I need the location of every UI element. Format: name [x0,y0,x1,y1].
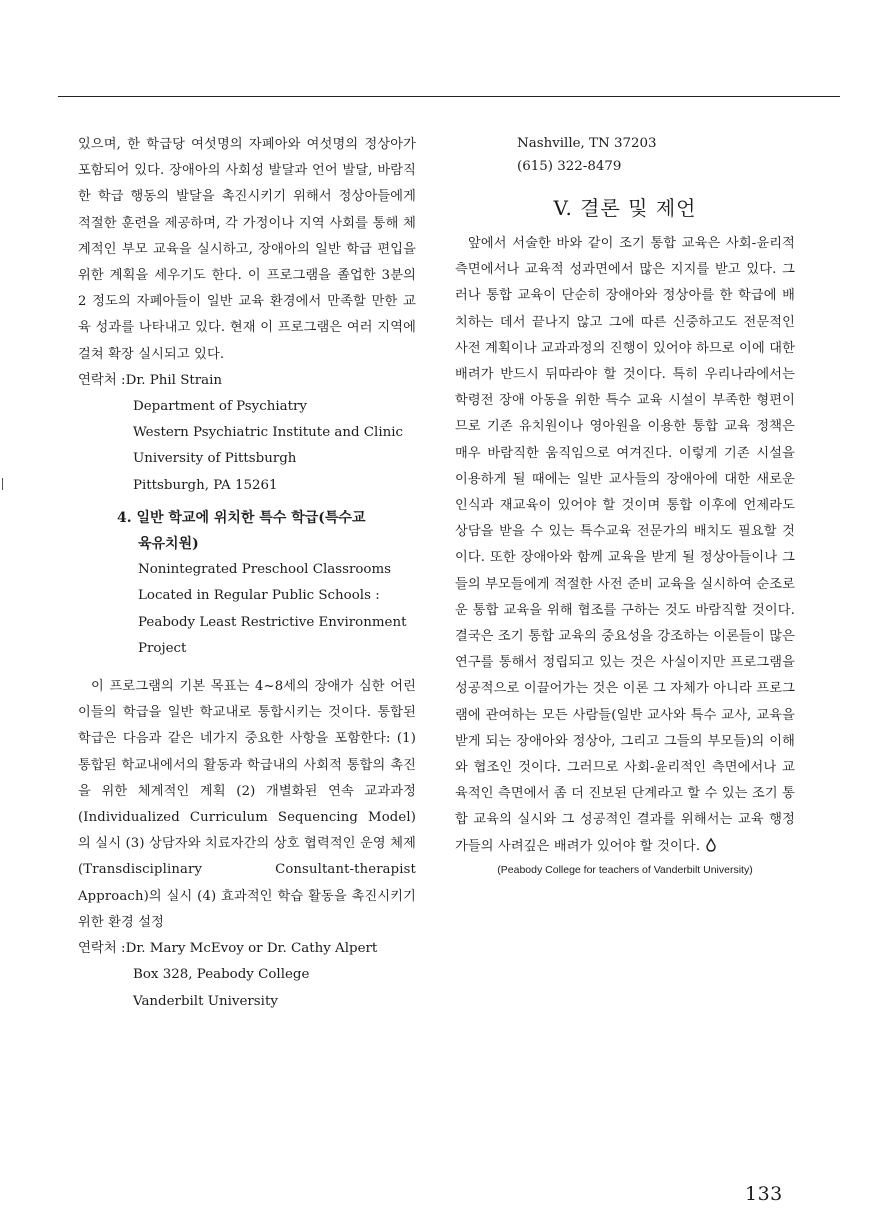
section-4-heading [78,505,416,557]
author-affiliation: (Peabody College for teachers of Vanderbilt University) [497,863,753,876]
contact-line: Vanderbilt University [133,993,278,1009]
contact-block-1 [78,368,416,499]
address-line: (615) 322-8479 [517,159,622,174]
contact-label: 연락처 : [78,941,126,957]
english-title-line: Located in Regular Public Schools : [138,588,380,604]
right-column [455,132,795,876]
margin-mark [2,478,3,490]
top-rule [58,96,840,97]
contact-line: Dr. Phil Strain [125,372,223,388]
section-4-heading-line-1: 4. 일반 학교에 위치한 특수 학급(특수교 [117,509,366,526]
address-block [517,132,795,178]
contact-line: University of Pittsburgh [133,451,297,467]
conclusion-heading: V. 결론 및 제언 [553,196,697,220]
address-line: Nashville, TN 37203 [517,136,657,151]
section-4-heading-line-2: 육유치원) [138,536,199,553]
left-column [78,132,416,1015]
conclusion-text: 앞에서 서술한 바와 같이 조기 통합 교육은 사회-윤리적 측면에서나 교육적 성과면에서 많은 지지를 받고 있다. 그러나 통합 교육이 단순히 장애아와 정상아를 한 학급에 배치하는 데서 끝나지 않고 그에 따른 신중하고도 전문적인 사전 계획이나 교과과정의 진행이 있어야 하므로 이에 대한 배려가 반드시 뒤따라야 할 것이다. 특히 우리나라에서는 학령전 장애 아동을 위한 특수 교육 시설이 부족한 형편이므로 기존 유치원이나 영아원을 이용한 통합 교육 정책은 매우 바람직한 움직임으로 여겨진다. 이렇게 기존 시설을 이용하게 될 때에는 일반 교사들의 장애아에 대한 새로운 인식과 재교육이 있어야 할 것이며 통합 이후에 언제라도 상담을 받을 수 있는 특수교육 전문가의 배치도 필요할 것이다. 또한 장애아와 함께 교육을 받게 될 정상아들이나 그들의 부모들에게 적절한 사전 준비 교육을 실시하여 순조로운 통합 교육을 위해 협조를 구하는 것도 바람직할 것이다. 결국은 조기 통합 교육의 중요성을 강조하는 이론들이 많은 연구를 통해서 정립되고 있는 것은 사실이지만 프로그램을 성공적으로 이끌어가는 것은 이론 그 자체가 아니라 프로그램에 관여하는 모든 사람들(일반 교사와 특수 교사, 교육을 받게 되는 장애아와 정상아, 그리고 그들의 부모들)의 이해와 협조인 것이다. 그러므로 사회-윤리적인 측면에서나 교육적인 측면에서 좀 더 진보된 단계라고 할 수 있는 조기 통합 교육의 실시와 그 성공적인 결과를 위해서는 교육 행정가들의 사려깊은 배려가 있어야 할 것이다. [455,236,795,854]
contact-label: 연락처 : [78,372,126,388]
english-title-line: Nonintegrated Preschool Classrooms [138,562,392,578]
left-paragraph-2: 이 프로그램의 기본 목표는 4~8세의 장애가 심한 어린이들의 학급을 일반 학교내로 통합시키는 것이다. 통합된 학급은 다음과 같은 네가지 중요한 사항을 포함한다: (1) 통합된 학교내에서의 활동과 학급내의 사회적 통합의 촉진을 위한 체계적인 계획 (2) 개별화된 연속 교과과정 (Individualized Curriculum Sequencing Model) 의 실시 (3) 상담자와 치료자간의 상호 협력적인 운영 체제(Transdisciplinary Consultant-therapist Approach)의 실시 (4) 효과적인 학습 활동을 촉진시키기 위한 환경 설정 [78,679,416,930]
page-number: 133 [745,1183,783,1205]
contact-line: Western Psychiatric Institute and Clinic [133,425,404,441]
section-4-english-title [78,557,416,662]
end-mark-icon [704,838,718,852]
english-title-line: Peabody Least Restrictive Environment [138,614,407,630]
contact-block-2 [78,936,416,1015]
conclusion-paragraph [455,231,795,860]
english-title-line: Project [138,640,187,656]
contact-line: Pittsburgh, PA 15261 [133,477,278,493]
left-paragraph-1: 있으며, 한 학급당 여섯명의 자폐아와 여섯명의 정상아가 포함되어 있다. 장애아의 사회성 발달과 언어 발달, 바람직한 학급 행동의 발달을 촉진시키기 위해서 정상아들에게 적절한 훈련을 제공하며, 각 가정이나 지역 사회를 통해 체계적인 부모 교육을 실시하고, 장애아의 일반 학급 편입을 위한 계획을 세우기도 한다. 이 프로그램을 졸업한 3분의 2 정도의 자폐아들이 일반 교육 환경에서 만족할 만한 교육 성과를 나타내고 있다. 현재 이 프로그램은 여러 지역에 걸쳐 확장 실시되고 있다. [78,137,416,362]
contact-line: Dr. Mary McEvoy or Dr. Cathy Alpert [125,941,378,957]
section-4 [78,505,416,662]
contact-line: Box 328, Peabody College [133,967,310,983]
contact-line: Department of Psychiatry [133,399,307,415]
